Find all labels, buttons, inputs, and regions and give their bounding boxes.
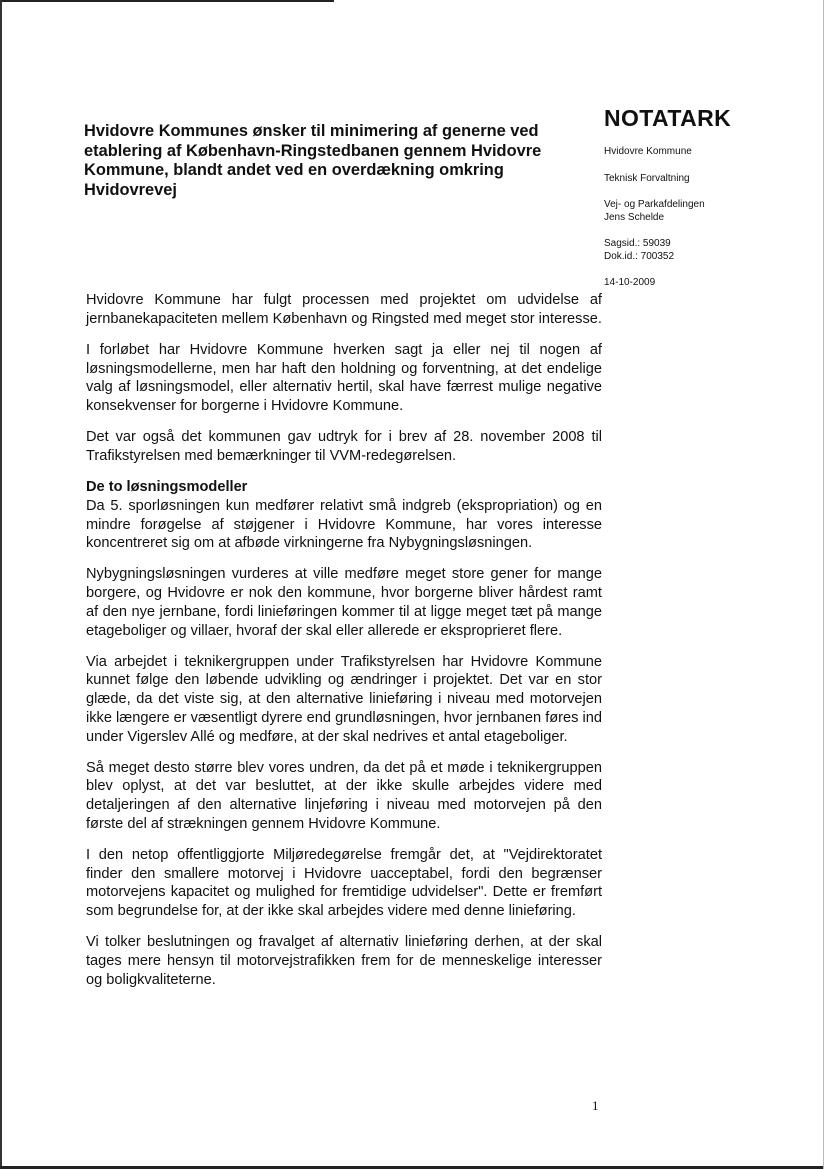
- paragraph: Så meget desto større blev vores undren, da det på et møde i teknikergruppen blev oplyst, at det var besluttet, at der ikke skulle arbejdes videre med detaljeringen af den alternative linjeføring i niveau med motorvejen på den første del af strækningen gennem Hvidovre Kommune.: [86, 759, 602, 832]
- scan-edge-top: [0, 0, 334, 2]
- department-name: Teknisk Forvaltning: [604, 172, 690, 184]
- division-name: Vej- og Parkafdelingen: [604, 199, 705, 210]
- scan-edge-left: [0, 0, 2, 1169]
- document-date: 14-10-2009: [604, 277, 656, 288]
- contact-person: Jens Schelde: [604, 211, 665, 223]
- paragraph: Via arbejdet i teknikergruppen under Trafikstyrelsen har Hvidovre Kommune kunnet følge den løbende udvikling og ændringer i projektet. Det var en stor glæde, da det viste sig, at den alternative linieføring i niveau med motorvejen ikke længere er væsentligt dyrere end grundløsningen, hvor jernbanen føres ind under Vigerslev Allé og medføre, at der skal nedrives et antal etageboliger.: [86, 653, 602, 745]
- page-number: 1: [592, 1098, 599, 1113]
- paragraph: Vi tolker beslutningen og fravalget af alternativ linieføring derhen, at der skal tages mere hensyn til motorvejstrafikken frem for de menneskelige interesser og boligkvaliteterne.: [86, 934, 602, 988]
- paragraph: Nybygningsløsningen vurderes at ville medføre meget store gener for mange borgere, og Hvidovre er nok den kommune, hvor borgerne bliver hårdest ramt af den nye jernbane, fordi linieføringen kommer til at ligge meget tæt på mange etageboliger og villaer, hvoraf der skal eller allerede er eksproprieret flere.: [86, 566, 602, 639]
- case-id: Sagsid.: 59039: [604, 238, 671, 249]
- reference-block: [604, 238, 804, 263]
- document-meta-sidebar: [604, 104, 804, 304]
- paragraph: I forløbet har Hvidovre Kommune hverken sagt ja eller nej til nogen af løsningsmodellerne, men har haft den holdning og forventning, at det endelige valg af løsningsmodel, eller alternativ hertil, skal have færrest mulige negative konsekvenser for borgerne i Hvidovre Kommune.: [86, 341, 602, 415]
- paragraph: I den netop offentliggjorte Miljøredegørelse fremgår det, at "Vejdirektoratet finder den smallere motorvej i Hvidovre uacceptabel, fordi den begrænser motorvejens kapacitet og mulighed for fremtidige udvidelser". Dette er fremført som begrundelse for, at der ikke skal arbejdes videre med denne linieføring.: [86, 847, 602, 920]
- contact-block: [604, 199, 804, 224]
- department-block: [604, 173, 804, 186]
- org-name: Hvidovre Kommune: [604, 146, 692, 157]
- date-block: [604, 277, 804, 290]
- organization: [604, 146, 804, 159]
- paragraph-text: Da 5. sporløsningen kun medfører relativt små indgreb (ekspropriation) og en mindre forøgelse af støjgener i Hvidovre Kommune, har vores interesse koncentreret sig om at afbøde virkningerne fra Nybygningsløsningen.: [86, 497, 602, 552]
- document-type-heading: NOTATARK: [604, 105, 732, 131]
- document-id: Dok.id.: 700352: [604, 250, 675, 262]
- paragraph: Det var også det kommunen gav udtryk for i brev af 28. november 2008 til Trafikstyrelsen med bemærkninger til VVM-redegørelsen.: [86, 429, 602, 464]
- paragraph: Hvidovre Kommune har fulgt processen med projektet om udvidelse af jernbanekapaciteten mellem København og Ringsted med meget stor interesse.: [86, 292, 602, 327]
- section-paragraph: [86, 478, 602, 553]
- section-heading: De to løsningsmodeller: [86, 479, 248, 496]
- document-body: [86, 291, 602, 1002]
- document-title: Hvidovre Kommunes ønsker til minimering af generne ved etablering af København-Ringstedbanen gennem Hvidovre Kommune, blandt andet ved en overdækning omkring Hvidovrevej: [84, 122, 542, 199]
